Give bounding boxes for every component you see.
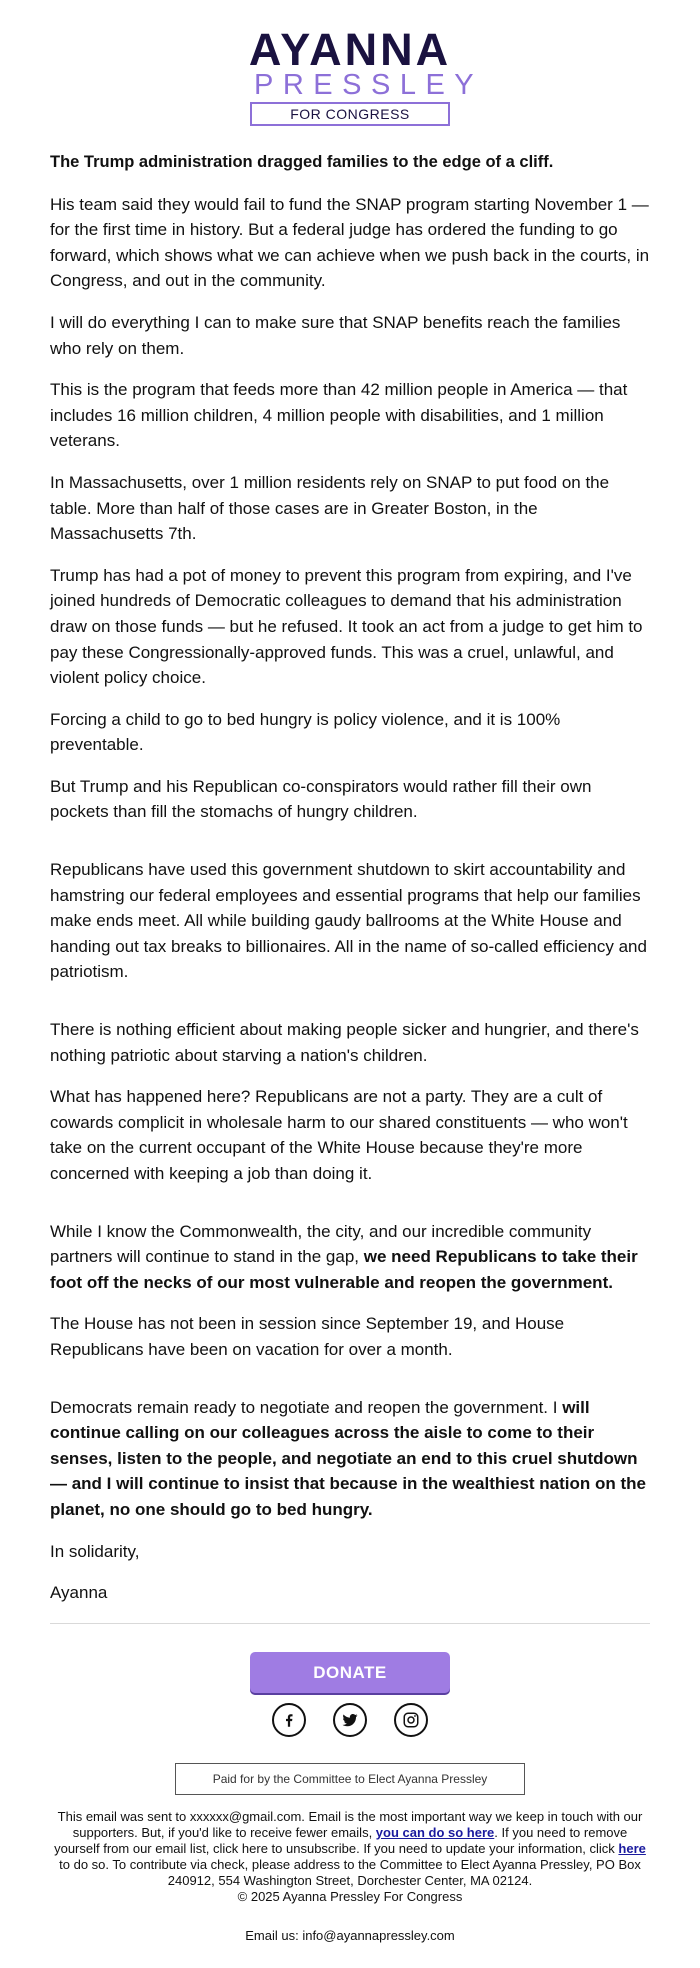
campaign-logo bbox=[248, 24, 484, 126]
footer-copy: This email was sent to xxxxxx@gmail.com. Email is the most important way we keep in touch with our supporters. But, if you'd like to receive fewer emails, bbox=[57, 1809, 643, 1840]
paragraph: Forcing a child to go to bed hungry is policy violence, and it is 100% preventable. bbox=[50, 709, 561, 755]
fewer-emails-link[interactable]: you can do so here bbox=[375, 1825, 495, 1840]
footer-copy: . If you need to remove yourself from our email list, click here to unsubscribe. If you need to update your information, click bbox=[54, 1825, 628, 1856]
paragraph: But Trump and his Republican co-conspirators would rather fill their own pockets than fill the stomachs of hungry children. bbox=[50, 776, 592, 822]
paragraph: His team said they would fail to fund the SNAP program starting November 1 — for the first time in history. But a federal judge has ordered the funding to go forward, which shows what we can achieve when we push back in the courts, in Congress, and out in the community. bbox=[50, 194, 650, 291]
donate-button[interactable]: DONATE bbox=[250, 1652, 450, 1693]
twitter-icon[interactable] bbox=[333, 1703, 367, 1737]
instagram-icon[interactable] bbox=[394, 1703, 428, 1737]
paragraph: The House has not been in session since September 19, and House Republicans have been on vacation for over a month. bbox=[50, 1314, 565, 1359]
signoff: In solidarity, bbox=[50, 1541, 140, 1561]
paragraph: This is the program that feeds more than 42 million people in America — that includes 16 million children, 4 million people with disabilities, and 1 million veterans. bbox=[50, 380, 628, 451]
footer-text bbox=[50, 1809, 650, 1905]
email-body bbox=[50, 150, 652, 1622]
logo-surname: PRESSLEY bbox=[254, 69, 484, 101]
paragraph: What has happened here? Republicans are not a party. They are a cult of cowards complicit in wholesale harm to our shared constituents — who won't take on the current occupant of the White House because they're more concerned with keeping a job than doing it. bbox=[50, 1087, 628, 1183]
update-info-link[interactable]: here bbox=[618, 1841, 646, 1856]
paragraph: I will do everything I can to make sure that SNAP benefits reach the families who rely on them. bbox=[50, 312, 621, 358]
paragraph-emphasis: will continue calling on our colleagues across the aisle to come to their senses, listen to the people, and negotiate an end to this cruel shutdown — and I will continue to insist that because in the wealthiest nation on the planet, no one should go to bed hungry. bbox=[50, 1397, 647, 1519]
social-links bbox=[272, 1703, 428, 1739]
paragraph: There is nothing efficient about making people sicker and hungrier, and there's nothing patriotic about starving a nation's children. bbox=[50, 1020, 639, 1065]
paragraph bbox=[50, 1395, 652, 1523]
paragraph bbox=[50, 1219, 652, 1296]
paid-for-disclaimer: Paid for by the Committee to Elect Ayanna Presslеy bbox=[175, 1763, 525, 1795]
paragraph: Republicans have used this government shutdown to skirt accountability and hamstring our federal employees and essential programs that help our families make ends meet. All while building gaudy ballrooms at the White House and handing out tax breaks to billionaires. All in the name of so-called efficiency and patriotism. bbox=[50, 860, 647, 982]
logo-tag: FOR CONGRESS bbox=[250, 102, 450, 126]
paragraph: In Massachusetts, over 1 million residents rely on SNAP to put food on the table. More than half of those cases are in Greater Boston, in the Massachusetts 7th. bbox=[50, 472, 610, 544]
signature: Ayanna bbox=[50, 1583, 108, 1603]
footer-copy: to do so. To contribute via check, please address to the Committee to Elect Ayanna Pressley, PO Box 240912, 554 Washington Street, Dorchester Center, MA 02124. bbox=[59, 1857, 641, 1888]
paragraph-emphasis: we need Republicans to take their foot off the necks of our most vulnerable and reopen the government. bbox=[50, 1247, 638, 1292]
copyright: © 2025 Ayanna Pressley For Congress bbox=[237, 1889, 463, 1904]
divider bbox=[50, 1623, 650, 1624]
lead-sentence: The Trump administration dragged families to the edge of a cliff. bbox=[50, 153, 554, 171]
paragraph-text: Democrats remain ready to negotiate and reopen the government. I bbox=[50, 1397, 563, 1417]
contact-email: Email us: info@ayannapressley.com bbox=[245, 1928, 455, 1943]
paragraph: Trump has had a pot of money to prevent this program from expiring, and I've joined hundreds of Democratic colleagues to demand that his administration draw on those funds — but he refused. It took an act from a judge to get him to pay these Congressionally-approved funds. This was a cruel, unlawful, and violent policy choice. bbox=[50, 565, 643, 688]
facebook-icon[interactable] bbox=[272, 1703, 306, 1737]
paragraph-text: While I know the Commonwealth, the city, and our incredible community partners will continue to stand in the gap, bbox=[50, 1221, 592, 1267]
logo-name: AYANNA bbox=[248, 24, 452, 75]
